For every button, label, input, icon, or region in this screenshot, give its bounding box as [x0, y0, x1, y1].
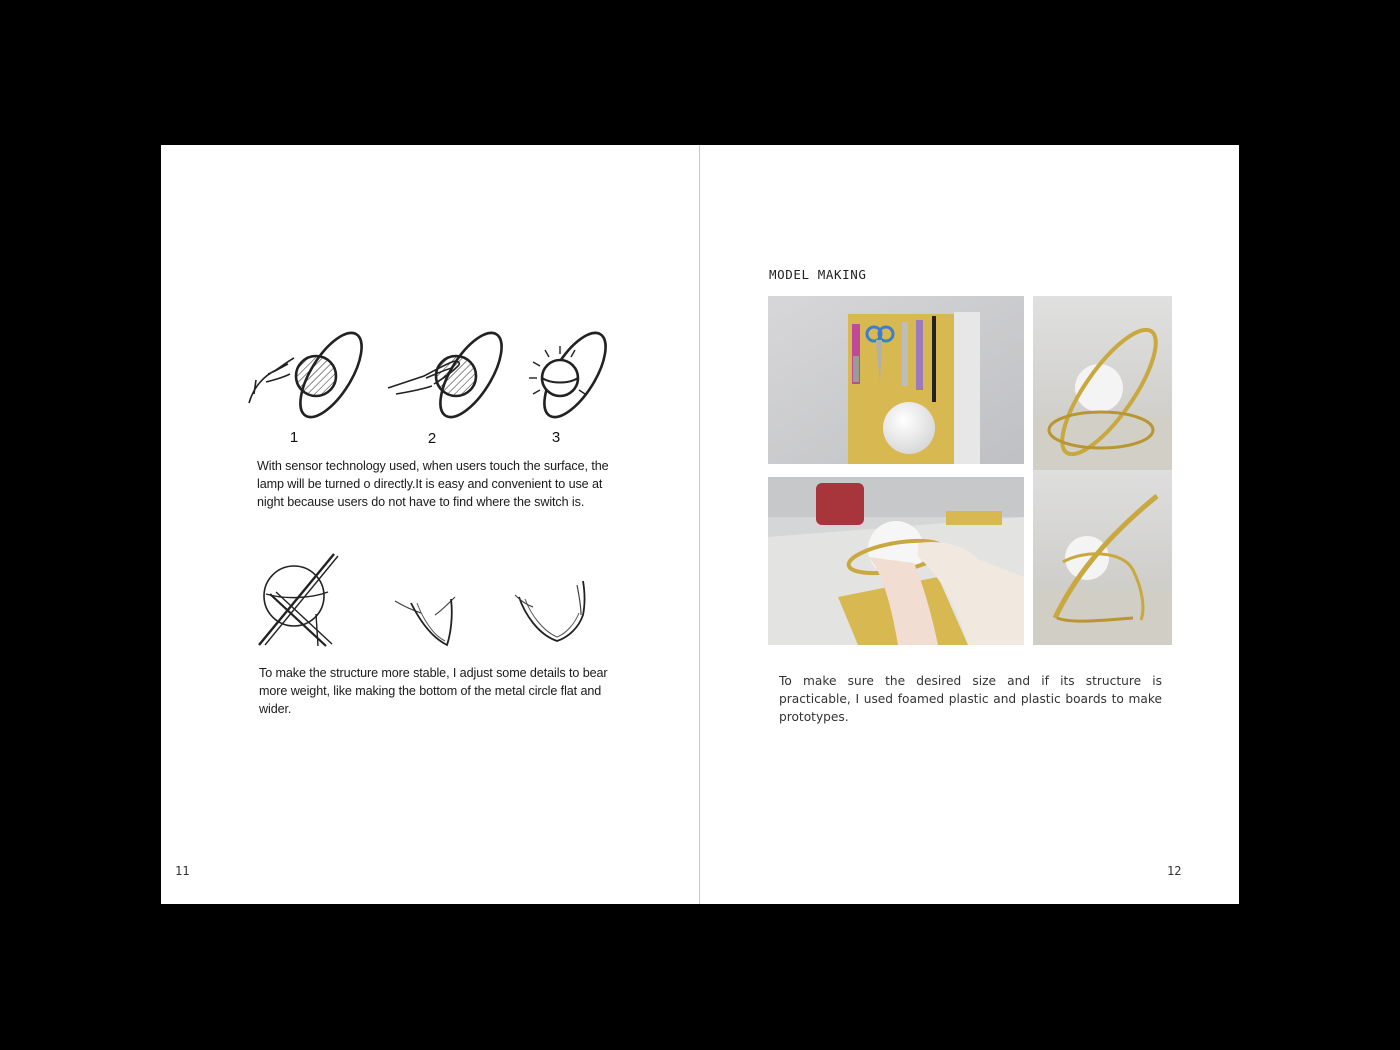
page-right	[700, 145, 1239, 904]
page-left	[161, 145, 699, 904]
sketch-structure-full	[256, 550, 346, 650]
sketch-touch-step-1	[246, 328, 371, 423]
photo-model-side	[1033, 470, 1172, 645]
sketch-structure-base-1	[391, 585, 461, 650]
step-label-1: 1	[289, 429, 299, 446]
sensor-paragraph	[257, 457, 617, 511]
photo-model-front	[1033, 296, 1172, 470]
sensor-paragraph-line-3: night because users do not have to find where the switch is.	[257, 495, 585, 509]
section-title: MODEL MAKING	[769, 267, 867, 282]
step-label-3: 3	[551, 429, 561, 446]
sketch-touch-step-2	[386, 328, 511, 423]
sketch-structure-base-2	[511, 575, 591, 650]
sensor-paragraph-line-1: With sensor technology used, when users touch the surface, the	[257, 459, 609, 473]
sketch-touch-step-3	[517, 328, 607, 423]
step-label-2: 2	[427, 430, 437, 447]
structure-paragraph-line-3: wider.	[259, 702, 292, 716]
book-spread	[161, 145, 1239, 904]
structure-paragraph-line-1: To make the structure more stable, I adjust some details to bear	[259, 666, 608, 680]
structure-paragraph-line-2: more weight, like making the bottom of the metal circle flat and	[259, 684, 602, 698]
page-number-left: 11	[175, 864, 190, 878]
model-making-paragraph: To make sure the desired size and if its structure is practicable, I used foamed plastic and plastic boards to make prototypes.	[779, 674, 1162, 724]
sensor-paragraph-line-2: lamp will be turned o directly.It is easy and convenient to use at	[257, 477, 603, 491]
structure-paragraph	[259, 664, 619, 718]
photo-model-assembly	[768, 477, 1024, 645]
page-number-right: 12	[1167, 864, 1182, 878]
photo-materials	[768, 296, 1024, 464]
